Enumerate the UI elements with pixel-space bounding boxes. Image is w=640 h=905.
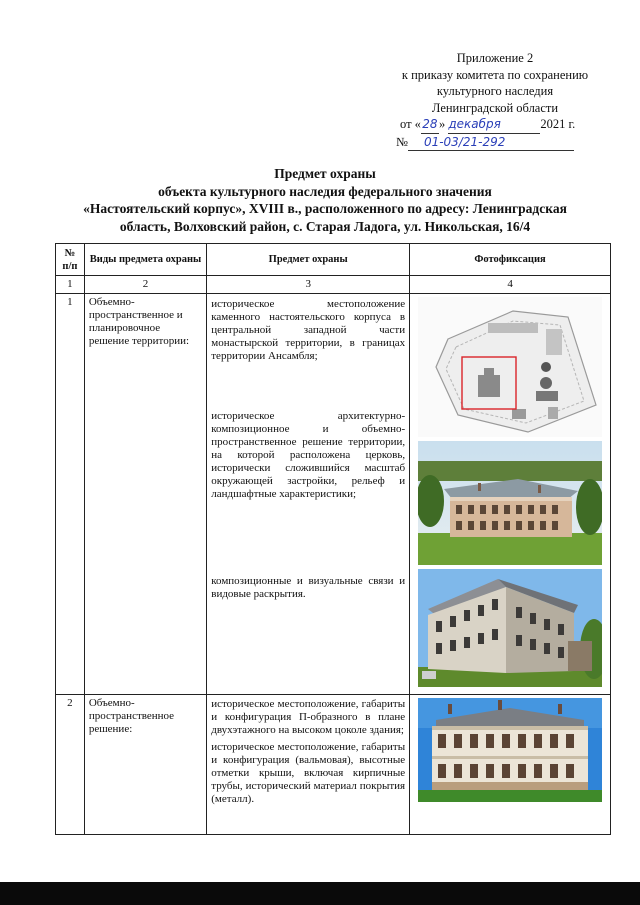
- building-corner-image: [418, 569, 602, 687]
- row-features: [207, 695, 410, 835]
- site-plan-image: [418, 297, 602, 437]
- appendix-line: культурного наследия: [436, 84, 554, 98]
- col-number: 2: [84, 276, 206, 294]
- document-title: [40, 165, 610, 235]
- order-date: от «28» декабря 2021 г.: [400, 116, 620, 134]
- row-features: [207, 294, 410, 695]
- protection-subject-table: [55, 243, 611, 835]
- order-month: декабря: [448, 116, 540, 134]
- building-facade-image: [418, 698, 602, 802]
- title-line: область, Волховский район, с. Старая Ладога, ул. Никольская, 16/4: [119, 218, 531, 234]
- appendix-line: к приказу комитета по сохранению: [401, 67, 589, 82]
- title-line: Предмет охраны: [274, 166, 376, 181]
- feature-text: композиционные и визуальные связи и видовые раскрытия.: [211, 575, 406, 600]
- row-type: Объемно-пространственное решение:: [84, 695, 206, 835]
- title-line: «Настоятельский корпус», XVIII в., расположенного по адресу: Ленинградская: [83, 201, 567, 216]
- table-row: [56, 695, 611, 835]
- building-aerial-image: [418, 441, 602, 565]
- order-number: № 01-03/21-292: [396, 134, 620, 152]
- feature-text: историческое местоположение, габариты и конфигурация (вальмовая), высотные отметки крыши, включая кирпичные трубы, исторический материал покрытия (металл).: [211, 741, 406, 805]
- appendix-line: Ленинградской области: [431, 100, 559, 115]
- title-line: объекта культурного наследия федерального значения: [158, 183, 492, 199]
- feature-text: историческое местоположение каменного настоятельского корпуса в центральной западной части монастырской территории, в границах территории Ансамбля;: [211, 298, 406, 362]
- feature-text: историческое архитектурно-композиционное и объемно-пространственное решение территории, на которой расположена церковь, исторически сложившийся масштаб окружающей застройки, рельеф и ландшафтные характеристики;: [211, 410, 406, 500]
- table-row: [56, 294, 611, 695]
- row-photos: [410, 294, 611, 695]
- row-type: Объемно-пространственное и планировочное решение территории:: [84, 294, 206, 695]
- col-number: 1: [56, 276, 85, 294]
- appendix-title: Приложение 2: [456, 51, 534, 65]
- appendix-header: [370, 50, 620, 151]
- scan-border: [0, 882, 640, 905]
- col-number: 3: [207, 276, 410, 294]
- order-day: 28: [421, 116, 439, 134]
- order-year: 2021 г.: [540, 117, 576, 131]
- header-number: № п/п: [56, 244, 85, 276]
- feature-text: историческое местоположение, габариты и конфигурация П-образного в плане двухэтажного на высоком цоколе здания;: [211, 698, 406, 736]
- col-number: 4: [410, 276, 611, 294]
- header-photo: Фотофиксация: [410, 244, 611, 276]
- row-photos: [410, 695, 611, 835]
- row-number: 1: [56, 294, 85, 695]
- row-number: 2: [56, 695, 85, 835]
- header-subject: Предмет охраны: [207, 244, 410, 276]
- order-number-value: 01-03/21-292: [408, 134, 574, 152]
- header-type: Виды предмета охраны: [84, 244, 206, 276]
